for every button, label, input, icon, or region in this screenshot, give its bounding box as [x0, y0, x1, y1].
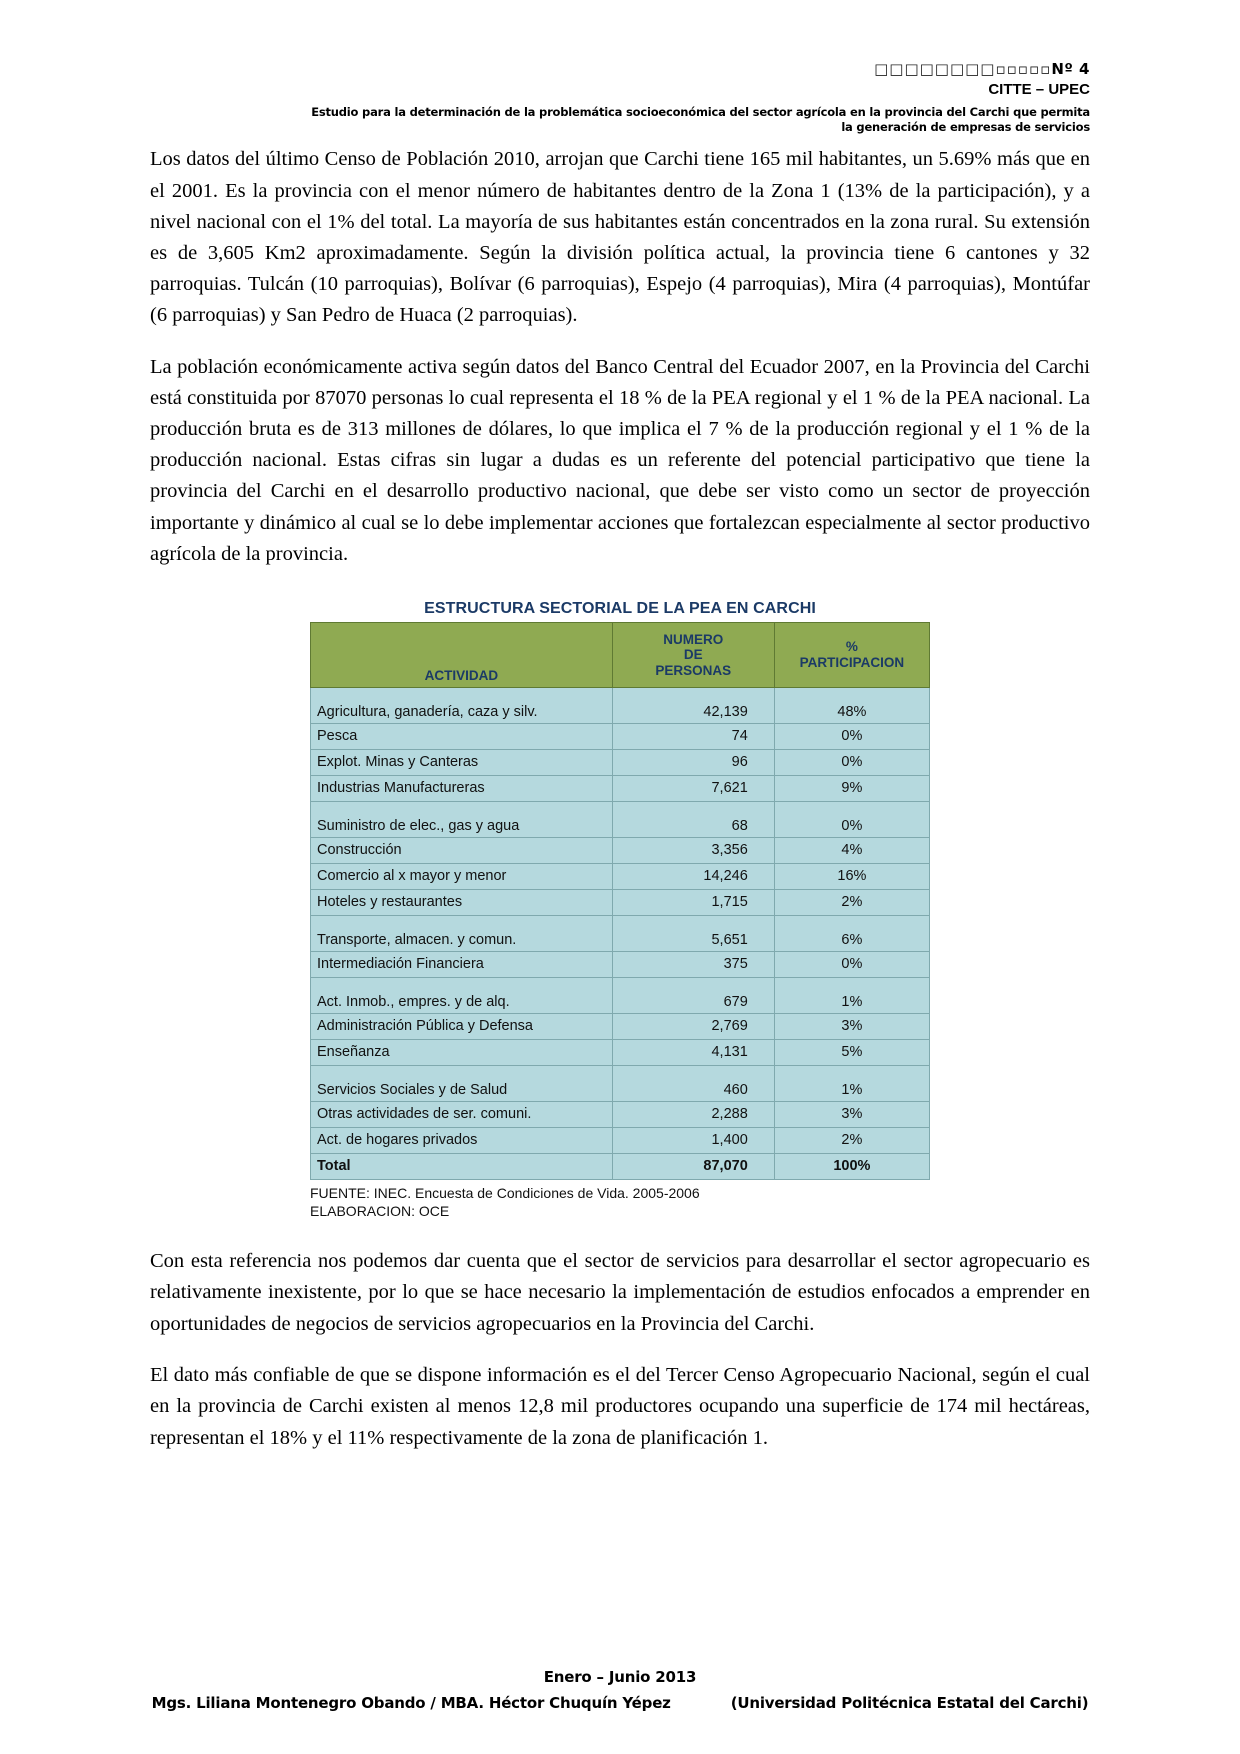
cell-percent: 6%	[774, 915, 929, 951]
col-header-percent-line1: %	[845, 639, 858, 655]
cell-activity: Act. Inmob., empres. y de alq.	[311, 977, 613, 1013]
table-row	[311, 749, 930, 775]
cell-activity: Enseñanza	[311, 1039, 613, 1065]
cell-percent: 5%	[774, 1039, 929, 1065]
cell-activity: Agricultura, ganadería, caza y silv.	[311, 687, 613, 723]
cell-number: 14,246	[612, 863, 774, 889]
cell-percent: 48%	[774, 687, 929, 723]
footer-date: Enero – Junio 2013	[543, 1668, 697, 1686]
cell-activity: Pesca	[311, 723, 613, 749]
col-header-percent	[774, 622, 929, 687]
table-row	[311, 801, 930, 837]
cell-activity: Intermediación Financiera	[311, 951, 613, 977]
cell-activity: Suministro de elec., gas y agua	[311, 801, 613, 837]
table-row	[311, 951, 930, 977]
pea-table-body	[311, 687, 930, 1179]
cell-percent: 0%	[774, 749, 929, 775]
cell-percent: 3%	[774, 1013, 929, 1039]
cell-percent: 0%	[774, 951, 929, 977]
pea-table-head	[311, 622, 930, 687]
cell-number: 7,621	[612, 775, 774, 801]
cell-number: 74	[612, 723, 774, 749]
cell-activity: Act. de hogares privados	[311, 1127, 613, 1153]
footer-affiliation: (Universidad Politécnica Estatal del Carchi)	[730, 1694, 1089, 1712]
table-source-line1: FUENTE: INEC. Encuesta de Condiciones de Vida. 2005-2006	[310, 1184, 700, 1201]
table-row	[311, 837, 930, 863]
col-header-percent-line2: PARTICIPACION	[799, 654, 905, 670]
table-header-row	[311, 622, 930, 687]
paragraph-services: Con esta referencia nos podemos dar cuenta que el sector de servicios para desarrollar el sector agropecuario es relativamente inexistente, por lo que se hace necesario la implementación de estudios enfocados a emprender en oportunidades de negocios de servicios agropecuarios en la Provincia del Carchi.	[150, 1250, 1090, 1335]
cell-total-number: 87,070	[612, 1153, 774, 1179]
pea-table	[310, 622, 930, 1180]
cell-activity: Servicios Sociales y de Salud	[311, 1065, 613, 1101]
cell-number: 375	[612, 951, 774, 977]
table-row	[311, 1127, 930, 1153]
header-number: Nº 4	[1051, 60, 1090, 78]
table-row	[311, 977, 930, 1013]
cell-number: 96	[612, 749, 774, 775]
cell-number: 68	[612, 801, 774, 837]
table-row	[311, 1101, 930, 1127]
cell-number: 5,651	[612, 915, 774, 951]
paragraph-pea: La población económicamente activa según datos del Banco Central del Ecuador 2007, en la Provincia del Carchi está constituida por 87070 personas lo cual representa el 18 % de la PEA regional y el 1 % de la PEA nacional. La producción bruta es de 313 millones de dólares, lo que implica el 7 % de la producción regional y el 1 % de la producción nacional. Estas cifras sin lugar a dudas es un referente del potencial participativo que tiene la provincia del Carchi en el desarrollo productivo nacional, que debe ser visto como un sector de proyección importante y dinámico al cual se lo debe implementar acciones que fortalezcan especialmente al sector productivo agrícola de la provincia.	[150, 355, 1090, 565]
table-row	[311, 1065, 930, 1101]
cell-number: 460	[612, 1065, 774, 1101]
pea-table-block	[310, 600, 930, 1220]
header-subtitle-line2: la generación de empresas de servicios	[841, 120, 1090, 135]
cell-percent: 1%	[774, 1065, 929, 1101]
header-subtitle-line1: Estudio para la determinación de la problemática socioeconómica del sector agrícola en la provincia del Carchi que permita	[311, 104, 1090, 119]
cell-activity: Transporte, almacen. y comun.	[311, 915, 613, 951]
table-source	[310, 1184, 930, 1220]
cell-number: 1,715	[612, 889, 774, 915]
paragraph-population: Los datos del último Censo de Población 2010, arrojan que Carchi tiene 165 mil habitantes, un 5.69% más que en el 2001. Es la provincia con el menor número de habitantes dentro de la Zona 1 (13% de la participación), y a nivel nacional con el 1% del total. La mayoría de sus habitantes están concentrados en la zona rural. Su extensión es de 3,605 Km2 aproximadamente. Según la división política actual, la provincia tiene 6 cantones y 32 parroquias. Tulcán (10 parroquias), Bolívar (6 parroquias), Espejo (4 parroquias), Mira (4 parroquias), Montúfar (6 parroquias) y San Pedro de Huaca (2 parroquias).	[150, 148, 1090, 327]
cell-percent: 0%	[774, 801, 929, 837]
cell-activity: Hoteles y restaurantes	[311, 889, 613, 915]
col-header-number	[612, 622, 774, 687]
cell-activity: Construcción	[311, 837, 613, 863]
cell-number: 1,400	[612, 1127, 774, 1153]
table-row	[311, 1039, 930, 1065]
cell-percent: 9%	[774, 775, 929, 801]
col-header-number-line3: PERSONAS	[655, 662, 732, 678]
cell-percent: 0%	[774, 723, 929, 749]
header-institution: CITTE – UPEC	[988, 80, 1090, 98]
table-source-line2: ELABORACION: OCE	[310, 1203, 450, 1220]
cell-number: 679	[612, 977, 774, 1013]
paragraph-census: El dato más confiable de que se dispone información es el del Tercer Censo Agropecuario Nacional, según el cual en la provincia de Carchi existen al menos 12,8 mil productores ocupando una superficie de 174 mil hectáreas, representan el 18% y el 11% respectivamente de la zona de planificación 1.	[150, 1364, 1090, 1449]
cell-percent: 4%	[774, 837, 929, 863]
cell-activity: Industrias Manufactureras	[311, 775, 613, 801]
cell-activity: Administración Pública y Defensa	[311, 1013, 613, 1039]
table-row	[311, 915, 930, 951]
table-row	[311, 889, 930, 915]
header-box-glyphs: □□□□□□□□▫▫▫▫▫	[874, 60, 1052, 78]
col-header-activity: ACTIVIDAD	[311, 622, 613, 687]
cell-total-percent: 100%	[774, 1153, 929, 1179]
cell-number: 2,288	[612, 1101, 774, 1127]
cell-percent: 2%	[774, 1127, 929, 1153]
footer-authors-row	[0, 1694, 1240, 1712]
cell-activity: Explot. Minas y Canteras	[311, 749, 613, 775]
cell-activity: Otras actividades de ser. comuni.	[311, 1101, 613, 1127]
cell-activity: Comercio al x mayor y menor	[311, 863, 613, 889]
table-row	[311, 1013, 930, 1039]
cell-percent: 2%	[774, 889, 929, 915]
cell-number: 4,131	[612, 1039, 774, 1065]
page-footer	[0, 1668, 1240, 1712]
col-header-number-line2: DE	[683, 647, 703, 663]
cell-number: 42,139	[612, 687, 774, 723]
table-row	[311, 863, 930, 889]
table-row	[311, 687, 930, 723]
cell-number: 2,769	[612, 1013, 774, 1039]
col-header-number-line1: NUMERO	[663, 631, 724, 647]
cell-total-label: Total	[311, 1153, 613, 1179]
page-header	[150, 60, 1090, 134]
table-row	[311, 775, 930, 801]
header-number-line	[150, 60, 1090, 79]
table-total-row	[311, 1153, 930, 1179]
cell-percent: 1%	[774, 977, 929, 1013]
cell-percent: 3%	[774, 1101, 929, 1127]
cell-percent: 16%	[774, 863, 929, 889]
cell-number: 3,356	[612, 837, 774, 863]
footer-authors: Mgs. Liliana Montenegro Obando / MBA. Héctor Chuquín Yépez	[151, 1694, 671, 1712]
table-row	[311, 723, 930, 749]
table-title: ESTRUCTURA SECTORIAL DE LA PEA EN CARCHI	[424, 599, 816, 617]
